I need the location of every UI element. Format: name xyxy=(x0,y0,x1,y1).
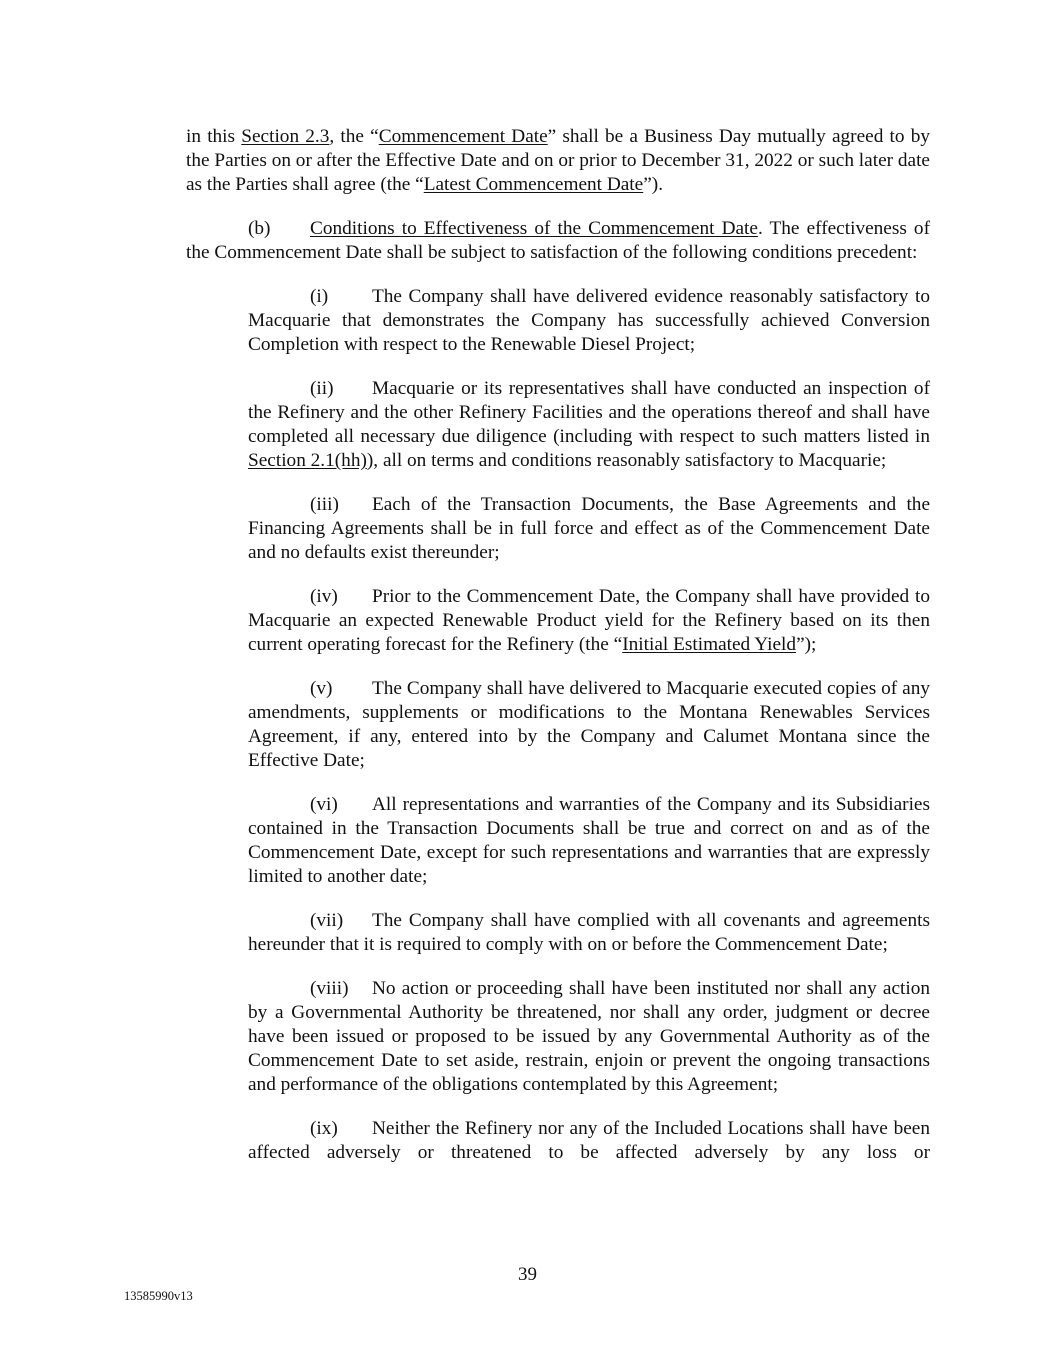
paragraph-label: (iii) xyxy=(310,494,339,515)
paragraph-text: The Company shall have delivered evidence reasonably satisfactory to Macquarie that demonstrates the Company has successfully achieved Conversion Completion with respect to the Renewable Diesel Project; xyxy=(248,286,930,355)
defined-term: Initial Estimated Yield xyxy=(622,634,797,655)
defined-term: Latest Commencement Date xyxy=(423,174,644,195)
paragraph-label: (b) xyxy=(248,218,271,239)
paragraph-text: ” shall be a Business Day mutually agreed to by the Parties on or after the Effective Date and on or prior to December 31, 2022 or such later date as the Parties shall agree (the “ xyxy=(186,126,931,195)
paragraph xyxy=(248,909,930,957)
paragraph-text: ”). xyxy=(643,174,664,195)
paragraph xyxy=(186,125,930,197)
paragraph-label: (viii) xyxy=(310,978,349,999)
paragraph-label: (vi) xyxy=(310,794,338,815)
paragraph-text: . The effectiveness of the Commencement Date shall be subject to satisfaction of the following conditions precedent: xyxy=(186,218,930,263)
paragraph xyxy=(248,677,930,773)
paragraph-text: Prior to the Commencement Date, the Company shall have provided to Macquarie an expected Renewable Product yield for the Refinery based on its then current operating forecast for the Refinery (the “ xyxy=(248,586,930,655)
paragraph-text: Each of the Transaction Documents, the Base Agreements and the Financing Agreements shall be in full force and effect as of the Commencement Date and no defaults exist thereunder; xyxy=(248,494,930,563)
paragraph-text: All representations and warranties of the Company and its Subsidiaries contained in the Transaction Documents shall be true and correct on and as of the Commencement Date, except for such representations and warranties that are expressly limited to another date; xyxy=(248,794,930,887)
paragraph-label: (ii) xyxy=(310,378,334,399)
paragraph-text: ), all on terms and conditions reasonably satisfactory to Macquarie; xyxy=(366,450,887,471)
paragraph-text: , the “ xyxy=(329,126,379,147)
paragraph-text: No action or proceeding shall have been instituted nor shall any action by a Governmental Authority be threatened, nor shall any order, judgment or decree have been issued or proposed to be issued by any Governmental Authority as of the Commencement Date to set aside, restrain, enjoin or prevent the ongoing transactions and performance of the obligations contemplated by this Agreement; xyxy=(248,978,930,1095)
document-body xyxy=(186,125,930,1185)
paragraph xyxy=(248,285,930,357)
page-number: 39 xyxy=(518,1264,537,1285)
paragraph xyxy=(248,1117,930,1165)
paragraph xyxy=(248,377,930,473)
paragraph xyxy=(248,793,930,889)
paragraph-text: in this xyxy=(186,126,242,147)
paragraph xyxy=(248,977,930,1097)
defined-term: Section 2.3 xyxy=(241,126,330,147)
paragraph-label: (i) xyxy=(310,286,329,307)
paragraph-label: (iv) xyxy=(310,586,338,607)
defined-term: Section 2.1(hh) xyxy=(248,450,367,471)
paragraph xyxy=(248,493,930,565)
paragraph-label: (ix) xyxy=(310,1118,338,1139)
paragraph-label: (vii) xyxy=(310,910,344,931)
paragraph-text: Macquarie or its representatives shall have conducted an inspection of the Refinery and the other Refinery Facilities and the operations thereof and shall have completed all necessary due diligence (including with respect to such matters listed in xyxy=(248,378,930,447)
paragraph-label: (v) xyxy=(310,678,333,699)
defined-term: Commencement Date xyxy=(378,126,548,147)
paragraph xyxy=(248,585,930,657)
paragraph-text: ”); xyxy=(796,634,817,655)
paragraph xyxy=(186,217,930,265)
paragraph-text: The Company shall have delivered to Macquarie executed copies of any amendments, supplements or modifications to the Montana Renewables Services Agreement, if any, entered into by the Company and Calumet Montana since the Effective Date; xyxy=(248,678,930,771)
defined-term: Conditions to Effectiveness of the Commencement Date xyxy=(310,218,758,239)
paragraph-text: Neither the Refinery nor any of the Included Locations shall have been affected adversely or threatened to be affected adversely by any loss or xyxy=(248,1118,930,1163)
paragraph-text: The Company shall have complied with all covenants and agreements hereunder that it is required to comply with on or before the Commencement Date; xyxy=(248,910,930,955)
document-id: 13585990v13 xyxy=(124,1289,193,1303)
